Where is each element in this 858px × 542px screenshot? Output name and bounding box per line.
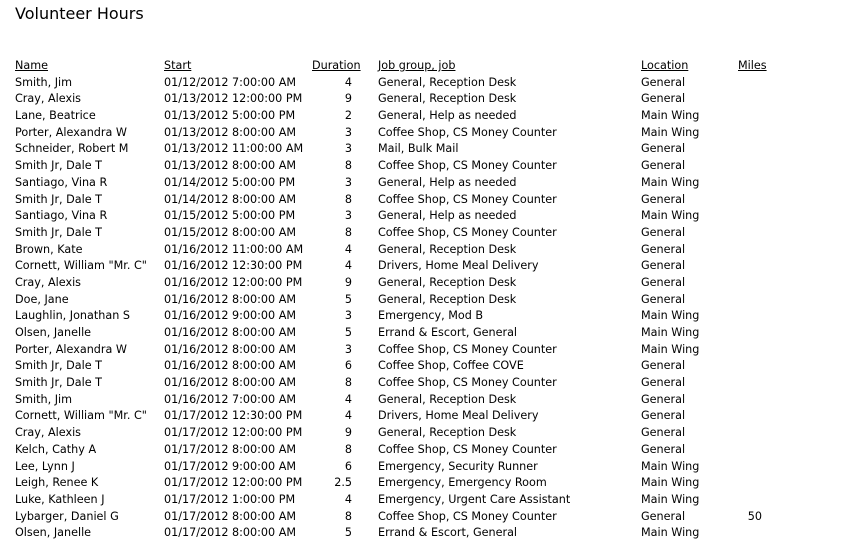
table-row bbox=[0, 75, 858, 92]
cell-name: Lybarger, Daniel G bbox=[15, 509, 119, 523]
table-row bbox=[0, 425, 858, 442]
cell-location: General bbox=[641, 75, 686, 89]
cell-location: General bbox=[641, 275, 686, 289]
cell-job: General, Reception Desk bbox=[378, 275, 517, 289]
cell-location: Main Wing bbox=[641, 342, 700, 356]
cell-start: 01/17/2012 8:00:00 AM bbox=[164, 526, 297, 540]
cell-location: General bbox=[641, 442, 686, 456]
table-row bbox=[0, 208, 858, 225]
cell-start: 01/13/2012 5:00:00 PM bbox=[164, 109, 296, 123]
cell-name: Cray, Alexis bbox=[15, 92, 82, 106]
table-row bbox=[0, 175, 858, 192]
column-header-location[interactable]: Location bbox=[641, 59, 689, 72]
cell-start: 01/17/2012 8:00:00 AM bbox=[164, 442, 297, 456]
cell-location: General bbox=[641, 509, 686, 523]
cell-start: 01/16/2012 8:00:00 AM bbox=[164, 292, 297, 306]
column-header-duration[interactable]: Duration bbox=[312, 59, 361, 72]
cell-name: Santiago, Vina R bbox=[15, 175, 108, 189]
cell-job: Coffee Shop, CS Money Counter bbox=[378, 442, 557, 456]
cell-job: Errand & Escort, General bbox=[378, 526, 518, 540]
cell-job: Drivers, Home Meal Delivery bbox=[378, 409, 539, 423]
cell-start: 01/13/2012 11:00:00 AM bbox=[164, 142, 304, 156]
cell-duration: 4 bbox=[344, 409, 352, 423]
cell-job: Drivers, Home Meal Delivery bbox=[378, 259, 539, 273]
table-row bbox=[0, 392, 858, 409]
cell-duration: 5 bbox=[344, 526, 352, 540]
cell-name: Lane, Beatrice bbox=[15, 109, 96, 123]
cell-start: 01/17/2012 12:00:00 PM bbox=[164, 426, 303, 440]
cell-name: Smith Jr, Dale T bbox=[15, 359, 103, 373]
cell-start: 01/15/2012 5:00:00 PM bbox=[164, 209, 296, 223]
cell-name: Smith, Jim bbox=[15, 75, 73, 89]
cell-name: Schneider, Robert M bbox=[15, 142, 129, 156]
table-row bbox=[0, 141, 858, 158]
cell-duration: 4 bbox=[344, 259, 352, 273]
cell-name: Smith Jr, Dale T bbox=[15, 192, 103, 206]
cell-duration: 8 bbox=[344, 509, 352, 523]
volunteer-hours-table bbox=[0, 58, 858, 542]
cell-name: Porter, Alexandra W bbox=[15, 125, 127, 139]
cell-duration: 9 bbox=[344, 275, 352, 289]
table-row bbox=[0, 242, 858, 259]
table-row bbox=[0, 308, 858, 325]
cell-name: Olsen, Janelle bbox=[15, 526, 92, 540]
cell-location: Main Wing bbox=[641, 526, 700, 540]
cell-name: Leigh, Renee K bbox=[15, 476, 99, 490]
cell-duration: 6 bbox=[344, 359, 352, 373]
cell-duration: 4 bbox=[344, 242, 352, 256]
cell-duration: 9 bbox=[344, 426, 352, 440]
cell-duration: 8 bbox=[344, 442, 352, 456]
cell-job: Coffee Shop, CS Money Counter bbox=[378, 159, 557, 173]
table-row bbox=[0, 192, 858, 209]
cell-job: General, Reception Desk bbox=[378, 75, 517, 89]
cell-name: Olsen, Janelle bbox=[15, 326, 92, 339]
table-row bbox=[0, 459, 858, 476]
cell-duration: 8 bbox=[344, 192, 352, 206]
cell-duration: 8 bbox=[344, 225, 352, 239]
table-row bbox=[0, 475, 858, 492]
cell-location: General bbox=[641, 359, 686, 373]
cell-start: 01/17/2012 1:00:00 PM bbox=[164, 492, 296, 506]
table-row bbox=[0, 509, 858, 526]
cell-duration: 4 bbox=[344, 492, 352, 506]
table-header-row bbox=[0, 58, 858, 75]
cell-name: Luke, Kathleen J bbox=[15, 492, 105, 506]
cell-location: Main Wing bbox=[641, 326, 700, 339]
cell-duration: 3 bbox=[344, 175, 352, 189]
cell-start: 01/13/2012 8:00:00 AM bbox=[164, 159, 297, 173]
cell-job: Coffee Shop, CS Money Counter bbox=[378, 225, 557, 239]
table-row bbox=[0, 375, 858, 392]
cell-location: General bbox=[641, 225, 686, 239]
report-title: Volunteer Hours bbox=[15, 4, 144, 23]
cell-location: Main Wing bbox=[641, 309, 700, 323]
table-row bbox=[0, 125, 858, 142]
cell-duration: 5 bbox=[344, 326, 352, 339]
cell-start: 01/16/2012 8:00:00 AM bbox=[164, 376, 297, 390]
cell-start: 01/16/2012 12:00:00 PM bbox=[164, 275, 303, 289]
table-body bbox=[0, 75, 858, 542]
cell-start: 01/17/2012 9:00:00 AM bbox=[164, 459, 297, 473]
cell-start: 01/16/2012 8:00:00 AM bbox=[164, 342, 297, 356]
cell-duration: 2 bbox=[344, 109, 352, 123]
cell-location: Main Wing bbox=[641, 459, 700, 473]
cell-name: Cray, Alexis bbox=[15, 275, 82, 289]
cell-job: Coffee Shop, Coffee COVE bbox=[378, 359, 524, 373]
table-row bbox=[0, 275, 858, 292]
cell-duration: 8 bbox=[344, 376, 352, 390]
cell-location: Main Wing bbox=[641, 476, 700, 490]
table-row bbox=[0, 108, 858, 125]
table-row bbox=[0, 525, 858, 542]
cell-name: Porter, Alexandra W bbox=[15, 342, 127, 356]
cell-job: Coffee Shop, CS Money Counter bbox=[378, 376, 557, 390]
cell-name: Smith Jr, Dale T bbox=[15, 376, 103, 390]
cell-job: General, Reception Desk bbox=[378, 392, 517, 406]
cell-job: General, Reception Desk bbox=[378, 292, 517, 306]
cell-job: Errand & Escort, General bbox=[378, 326, 518, 339]
cell-location: General bbox=[641, 376, 686, 390]
cell-duration: 3 bbox=[344, 142, 352, 156]
cell-duration: 3 bbox=[344, 309, 352, 323]
cell-location: General bbox=[641, 292, 686, 306]
cell-location: General bbox=[641, 426, 686, 440]
cell-location: General bbox=[641, 92, 686, 106]
column-header-miles[interactable]: Miles bbox=[738, 59, 767, 72]
cell-duration: 6 bbox=[344, 459, 352, 473]
table-row bbox=[0, 225, 858, 242]
table-row bbox=[0, 342, 858, 359]
table-row bbox=[0, 91, 858, 108]
cell-job: Coffee Shop, CS Money Counter bbox=[378, 509, 557, 523]
cell-start: 01/16/2012 8:00:00 AM bbox=[164, 326, 297, 339]
cell-location: General bbox=[641, 392, 686, 406]
cell-job: Coffee Shop, CS Money Counter bbox=[378, 192, 557, 206]
cell-start: 01/13/2012 8:00:00 AM bbox=[164, 125, 297, 139]
cell-start: 01/17/2012 8:00:00 AM bbox=[164, 509, 297, 523]
cell-duration: 4 bbox=[344, 75, 352, 89]
cell-start: 01/14/2012 5:00:00 PM bbox=[164, 175, 296, 189]
cell-start: 01/16/2012 8:00:00 AM bbox=[164, 359, 297, 373]
table-row bbox=[0, 408, 858, 425]
cell-start: 01/16/2012 9:00:00 AM bbox=[164, 309, 297, 323]
cell-location: General bbox=[641, 159, 686, 173]
cell-name: Brown, Kate bbox=[15, 242, 83, 256]
cell-start: 01/17/2012 12:30:00 PM bbox=[164, 409, 303, 423]
cell-job: Coffee Shop, CS Money Counter bbox=[378, 125, 557, 139]
cell-start: 01/16/2012 7:00:00 AM bbox=[164, 392, 297, 406]
cell-start: 01/15/2012 8:00:00 AM bbox=[164, 225, 297, 239]
cell-name: Kelch, Cathy A bbox=[15, 442, 97, 456]
cell-start: 01/12/2012 7:00:00 AM bbox=[164, 75, 297, 89]
cell-location: Main Wing bbox=[641, 109, 700, 123]
column-header-name[interactable]: Name bbox=[15, 59, 49, 72]
cell-job: Emergency, Emergency Room bbox=[378, 476, 547, 490]
cell-start: 01/16/2012 12:30:00 PM bbox=[164, 259, 303, 273]
table-row bbox=[0, 442, 858, 459]
table-row bbox=[0, 492, 858, 509]
cell-job: General, Help as needed bbox=[378, 175, 517, 189]
cell-name: Smith, Jim bbox=[15, 392, 73, 406]
cell-name: Santiago, Vina R bbox=[15, 209, 108, 223]
cell-name: Smith Jr, Dale T bbox=[15, 225, 103, 239]
cell-name: Laughlin, Jonathan S bbox=[15, 309, 130, 323]
cell-duration: 4 bbox=[344, 392, 352, 406]
cell-location: Main Wing bbox=[641, 175, 700, 189]
cell-duration: 9 bbox=[344, 92, 352, 106]
cell-duration: 8 bbox=[344, 159, 352, 173]
cell-start: 01/13/2012 12:00:00 PM bbox=[164, 92, 303, 106]
cell-name: Cornett, William "Mr. C" bbox=[15, 259, 147, 273]
cell-job: Emergency, Mod B bbox=[378, 309, 484, 323]
cell-job: Emergency, Security Runner bbox=[378, 459, 538, 473]
cell-job: General, Reception Desk bbox=[378, 242, 517, 256]
cell-name: Cornett, William "Mr. C" bbox=[15, 409, 147, 423]
cell-name: Cray, Alexis bbox=[15, 426, 82, 440]
column-header-job[interactable]: Job group, job bbox=[378, 59, 456, 72]
cell-job: General, Help as needed bbox=[378, 109, 517, 123]
cell-duration: 5 bbox=[344, 292, 352, 306]
table-row bbox=[0, 258, 858, 275]
cell-location: Main Wing bbox=[641, 209, 700, 223]
cell-job: Emergency, Urgent Care Assistant bbox=[378, 492, 571, 506]
cell-location: General bbox=[641, 142, 686, 156]
cell-name: Smith Jr, Dale T bbox=[15, 159, 103, 173]
cell-duration: 3 bbox=[344, 209, 352, 223]
cell-location: Main Wing bbox=[641, 492, 700, 506]
cell-duration: 3 bbox=[344, 342, 352, 356]
cell-location: General bbox=[641, 192, 686, 206]
cell-job: General, Reception Desk bbox=[378, 426, 517, 440]
cell-name: Lee, Lynn J bbox=[15, 459, 75, 473]
table-row bbox=[0, 158, 858, 175]
cell-duration: 3 bbox=[344, 125, 352, 139]
table-row bbox=[0, 292, 858, 309]
cell-location: General bbox=[641, 259, 686, 273]
cell-location: Main Wing bbox=[641, 125, 700, 139]
cell-location: General bbox=[641, 409, 686, 423]
cell-start: 01/14/2012 8:00:00 AM bbox=[164, 192, 297, 206]
table-row bbox=[0, 325, 858, 342]
cell-miles: 50 bbox=[747, 509, 762, 523]
cell-job: Mail, Bulk Mail bbox=[378, 142, 459, 156]
cell-duration: 2.5 bbox=[334, 476, 352, 490]
table-row bbox=[0, 358, 858, 375]
cell-job: General, Reception Desk bbox=[378, 92, 517, 106]
cell-location: General bbox=[641, 242, 686, 256]
column-header-start[interactable]: Start bbox=[164, 59, 192, 72]
cell-start: 01/17/2012 12:00:00 PM bbox=[164, 476, 303, 490]
cell-name: Doe, Jane bbox=[15, 292, 69, 306]
cell-job: General, Help as needed bbox=[378, 209, 517, 223]
cell-job: Coffee Shop, CS Money Counter bbox=[378, 342, 557, 356]
cell-start: 01/16/2012 11:00:00 AM bbox=[164, 242, 304, 256]
